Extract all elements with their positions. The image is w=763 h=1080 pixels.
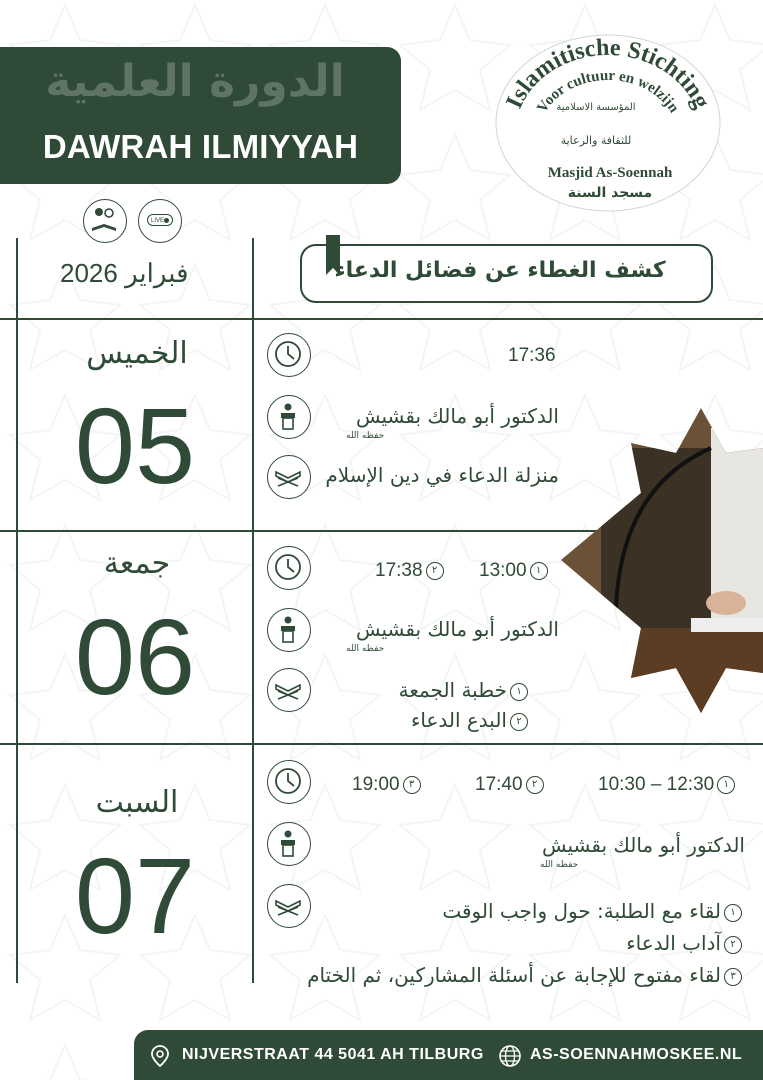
day-2-number: 06: [74, 596, 196, 717]
svg-text:للثقافة والرعاية: للثقافة والرعاية: [560, 134, 632, 147]
live-label: LIVE: [151, 218, 165, 224]
topic-title: كشف الغطاء عن فضائل الدعاء: [334, 258, 666, 283]
day-3-time-3: 19:00 ٣: [352, 774, 424, 796]
day-3-name: السبت: [95, 785, 179, 820]
lectern-icon: [267, 395, 311, 439]
day-3-time-2: 17:40 ٢: [475, 774, 547, 796]
svg-text:Islamitische Stichting: Islamitische Stichting: [501, 34, 715, 113]
book-stand-icon: [267, 455, 311, 499]
audience-badge: [83, 199, 127, 243]
location-pin-icon: [150, 1044, 170, 1068]
day-3-subject-3: ٣لقاء مفتوح للإجابة عن أسئلة المشاركين، ثم الختام: [307, 963, 745, 987]
day-3-subject-2: ٢آداب الدعاء: [626, 931, 745, 955]
day-2-name: جمعة: [103, 546, 171, 581]
day-3-time-1: 10:30 – 12:30 ١: [598, 774, 738, 796]
day-3-subject-1: ١لقاء مع الطلبة: حول واجب الوقت: [442, 899, 745, 923]
organization-logo: [493, 25, 723, 215]
day-2-subject-1: ١خطبة الجمعة: [399, 678, 531, 702]
svg-text:Voor cultuur en welzijn: Voor cultuur en welzijn: [534, 67, 682, 116]
day-2-speaker: الدكتور أبو مالك بقشيش: [355, 617, 559, 641]
lecture-photo: [561, 408, 763, 713]
day-2-time-2: 17:38 ٢: [375, 560, 447, 582]
month-label: فبراير 2026: [60, 258, 189, 288]
svg-text:Masjid As-Soennah: Masjid As-Soennah: [547, 165, 673, 181]
day-1-honorific: حفظه الله: [346, 431, 385, 441]
day-1-speaker: الدكتور أبو مالك بقشيش: [355, 404, 559, 428]
footer-address: NIJVERSTRAAT 44 5041 AH TILBURG: [182, 1046, 484, 1063]
svg-text:المؤسسة الاسلامية: المؤسسة الاسلامية: [556, 102, 636, 113]
day-3-number: 07: [74, 835, 196, 956]
clock-icon: [267, 546, 311, 590]
live-badge: [138, 199, 182, 243]
lectern-icon: [267, 608, 311, 652]
day-2-honorific: حفظه الله: [346, 644, 385, 654]
title-english: DAWRAH ILMIYYAH: [42, 128, 359, 165]
footer-website[interactable]: AS-SOENNAHMOSKEE.NL: [530, 1046, 743, 1063]
row-divider-1: [0, 318, 763, 320]
clock-icon: [267, 333, 311, 377]
lectern-icon: [267, 822, 311, 866]
day-2-subject-2: ٢البدع الدعاء: [411, 708, 531, 732]
globe-icon: [498, 1044, 522, 1068]
book-stand-icon: [267, 884, 311, 928]
day-3-speaker: الدكتور أبو مالك بقشيش: [541, 833, 745, 857]
svg-text:مسجد السنة: مسجد السنة: [567, 185, 653, 201]
title-arabic: الدورة العلمية: [45, 56, 345, 107]
live-dot-icon: [164, 218, 169, 223]
clock-icon: [267, 760, 311, 804]
day-2-time-1: 13:00 ١: [479, 560, 551, 582]
people-reading-icon: [84, 200, 124, 240]
day-1-subject-1: منزلة الدعاء في دين الإسلام: [325, 463, 559, 487]
row-divider-3: [0, 743, 763, 745]
day-1-number: 05: [74, 385, 196, 506]
day-1-time-1: 17:36: [508, 345, 556, 366]
day-1-name: الخميس: [86, 336, 188, 371]
day-3-honorific: حفظه الله: [540, 860, 579, 870]
book-stand-icon: [267, 668, 311, 712]
